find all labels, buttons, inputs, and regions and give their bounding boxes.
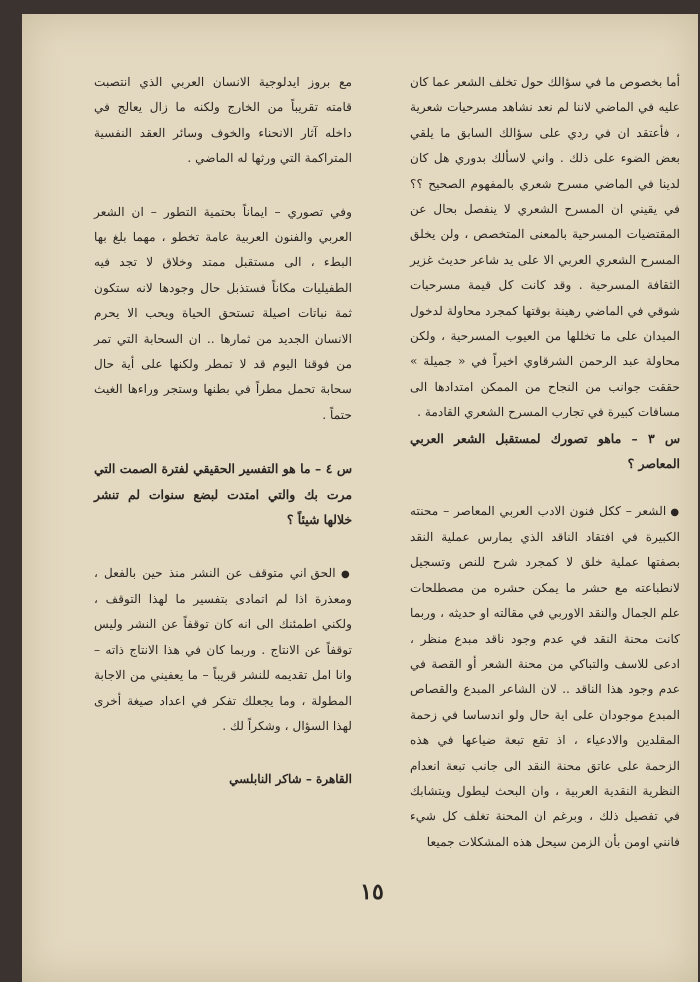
right-column	[410, 70, 680, 855]
question-3: س ٣ – ماهو تصورك لمستقبل الشعر العربي المعاصر ؟	[410, 430, 680, 472]
signature: القاهرة – شاكر النابلسي	[229, 772, 352, 787]
answer-2-paragraph: أما بخصوص ما في سؤالك حول تخلف الشعر عما كان عليه في الماضي لاننا لم نعد نشاهد مسرحيات شعرية ، فأعتقد ان في ردي على سؤالك السابق ما يلقي بعض الضوء على ذلك . واني لاسألك بدوري هل كان لدينا في الماضي مسرح شعري بالمفهوم الصحيح ؟؟ في يقيني ان المسرح الشعري لا ينفصل بحال عن المقتضيات المسرحية بالمعنى المتخصص ، ولن يخلق المسرح الشعري العربي الا على يد شاعر حديث غزير الثقافة المسرحية . وقد كانت كل قيمة مسرحيات شوقي في الماضي رهينة بوقتها كمجرد محاولة لدخول الميدان على ما تخللها من العيوب المسرحية ، ولكن محاولة عبد الرحمن الشرقاوي اخيراً في « جميلة » حققت جوانب من النجاح من الممكن امتدادها الى مسافات كبيرة في تجارب المسرح الشعري القادمة .	[410, 75, 680, 420]
page-number: ١٥	[360, 879, 384, 905]
future-paragraph: وفي تصوري – ايماناً بحتمية التطور – ان الشعر العربي والفنون العربية عامة تخطو ، مهما بلغ بها البطء ، الى مستقبل ممتد وخلاق لا تجد فيه الطفيليات مكاناً فستذبل حال وجودها لانه ستكون ثمة نباتات اصيلة تستحق الحياة ويحب الا يحرم الانسان الجديد من ثمارها .. ان السحابة التي تمر من فوقنا اليوم قد لا تمطر ولكنها على أية حال سحابة تحمل مطراً في بطنها وستجر وراءها الغيث حتماً .	[94, 204, 352, 422]
answer-4-paragraph: ● الحق اني متوقف عن النشر منذ حين بالفعل ، ومعذرة اذا لم اتمادى بتفسير ما لهذا التوقف ، ولكني اطمئنك الى انه كان توقفاً عن النشر وليس توقفاً عن الانتاج . وربما كان في هذا الانتاج ذاته – وانا امل تقديمه للنشر قريباً – ما يعفيني من الاجابة المطولة ، وما يجعلك تفكر في اعداد صيغة أخرى لهذا السؤال ، وشكراً لك .	[94, 561, 352, 740]
left-column	[94, 70, 352, 793]
answer-3-continuation: مع بروز ايدلوجية الانسان العربي الذي انتصبت قامته تقريباً من الخارج ولكنه ما زال يعالج في داخله آثار الانحناء والخوف وسائر العقد النفسية المتراكمة التي ورثها له الماضي .	[94, 75, 352, 166]
magazine-page	[22, 14, 698, 982]
answer-3-paragraph: ● الشعر – ككل فنون الادب العربي المعاصر – محنته الكبيرة في افتقاد الناقد الذي يمارس عملية النقد بصفتها عملية خلق لا كمجرد شرح للنص وتسجيل لانطباعته مع حشر ما يمكن حشره من مصطلحات علم الجمال والنقد الاوربي في مقالته او حديثه ، وربما كانت محنة النقد في عدم وجود ناقد مبدع منظر ، ادعى للاسف والتباكي من محنة الشعر أو القصة في عدم وجود هذا الناقد .. لان الشاعر المبدع والقصاص المبدع موجودان على اية حال ولو اندساسا في زحمة المقلدين والادعياء ، اذ تقع تبعة ضياعها في هذه الزحمة على عاتق محنة النقد الى جانب تبعة انعدام النظرية النقدية العربية ، وان البحث ليطول ويتشابك في تفصيل ذلك ، وبرغم ان المحنة تغلف كل شيء فانني اومن بأن الزمن سيحل هذه المشكلات جميعا	[410, 499, 680, 856]
question-4: س ٤ – ما هو التفسير الحقيقي لفترة الصمت التي مرت بك والتي امتدت لبضع سنوات لم تنشر خلالها شيئاً ؟	[94, 461, 352, 528]
